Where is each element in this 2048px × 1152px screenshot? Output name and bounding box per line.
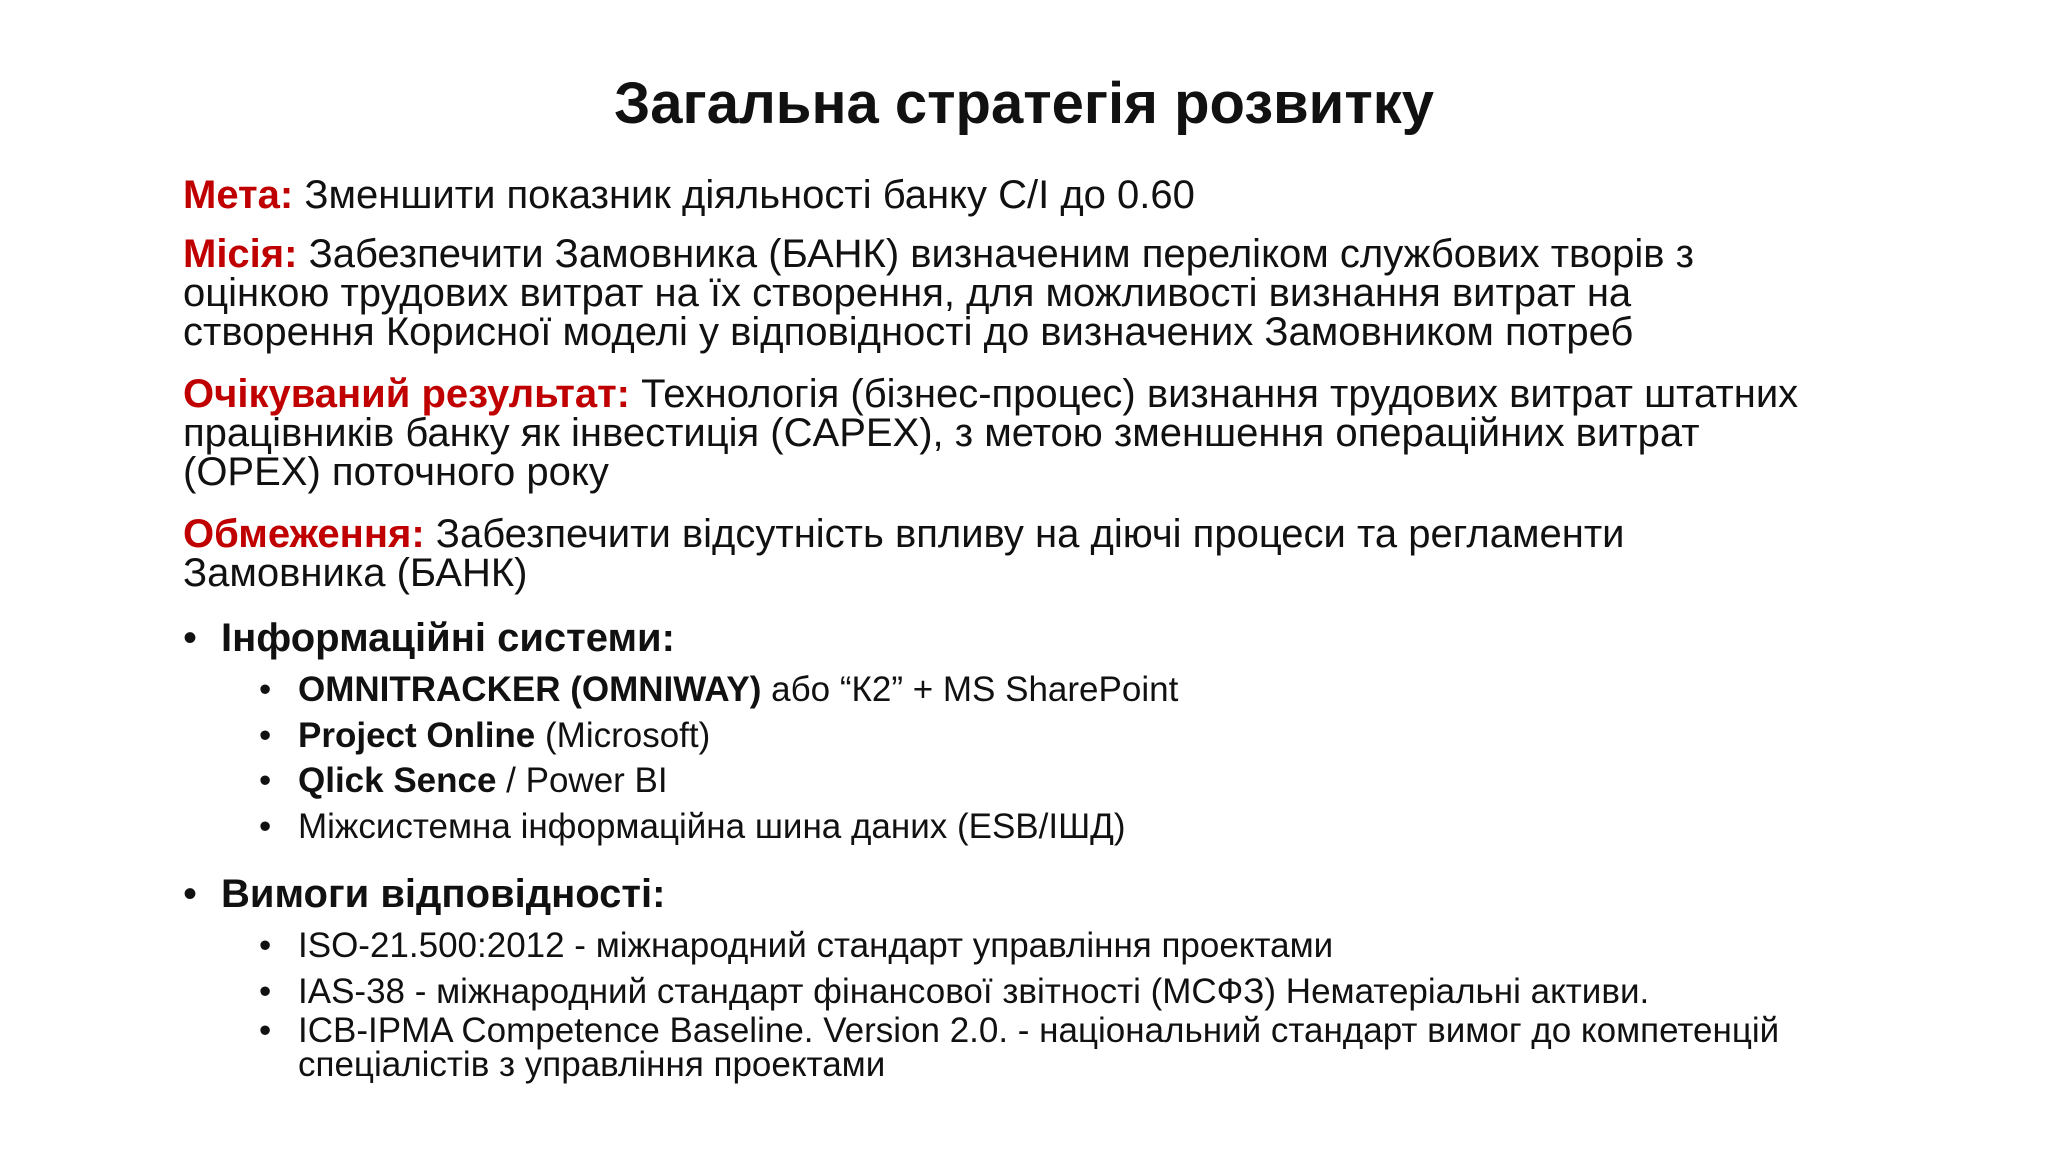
limits-line-2: Замовника (БАНК): [183, 551, 528, 595]
info-systems-heading: • Інформаційні системи:: [183, 615, 1903, 661]
list-item: [183, 923, 1903, 969]
list-item: [183, 969, 1903, 1015]
mission-text-1: Забезпечити Замовника (БАНК) визначеним переліком службових творів з: [297, 232, 1694, 276]
requirements-heading: • Вимоги відповідності:: [183, 871, 1903, 917]
result-line-3: (OPEX) поточного року: [183, 450, 609, 494]
mission-label: Місія:: [183, 232, 298, 276]
result-line-2: працівників банку як інвестиція (CAPEX), з метою зменшення операційних витрат: [183, 411, 1700, 455]
result-paragraph: [183, 372, 1903, 494]
limits-paragraph: [183, 512, 1903, 595]
requirements-list: [183, 923, 1903, 1082]
info-system-name: Qlick Sence: [298, 761, 497, 800]
mission-line-3: створення Корисної моделі у відповідності до визначених Замовником потреб: [183, 310, 1634, 354]
info-system-detail: або “К2” + MS SharePoint: [761, 670, 1179, 709]
goal-label: Мета:: [183, 173, 294, 217]
info-system-detail: Міжсистемна інформаційна шина даних (ESB/ІШД): [298, 806, 1126, 846]
mission-line-1: [183, 232, 1903, 276]
list-item: [183, 713, 1903, 759]
limits-line-1: [183, 512, 1903, 556]
requirement-text: IAS-38 - міжнародний стандарт фінансової звітності (МСФЗ) Нематеріальні активи.: [298, 971, 1650, 1011]
slide-content: [183, 170, 1903, 1082]
goal-text: Зменшити показник діяльності банку С/І до 0.60: [293, 173, 1195, 217]
info-system-detail: (Microsoft): [535, 715, 711, 755]
limits-label: Обмеження:: [183, 512, 425, 556]
info-system-name: OMNITRACKER (OMNIWAY): [298, 670, 762, 709]
limits-text-1: Забезпечити відсутність впливу на діючі процеси та регламенти: [424, 512, 1625, 556]
info-system-detail: / Power BI: [496, 761, 668, 800]
mission-paragraph: [183, 232, 1903, 354]
slide-title: Загальна стратегія розвитку: [613, 71, 1435, 136]
requirement-text-line-1: • ICB-IPMA Competence Baseline. Version 2.0. - національний стандарт вимог до компетенцій: [298, 1011, 1780, 1050]
result-label: Очікуваний результат:: [183, 372, 630, 416]
list-item: [183, 1011, 1903, 1084]
info-system-name: Project Online: [298, 715, 536, 755]
mission-line-2: оцінкою трудових витрат на їх створення, для можливості визнання витрат на: [183, 271, 1632, 315]
info-systems-list: [183, 667, 1903, 849]
list-item: [183, 667, 1903, 713]
result-text-1: Технологія (бізнес-процес) визнання трудових витрат штатних: [630, 372, 1799, 416]
goal-paragraph: [183, 173, 1903, 217]
list-item: [183, 804, 1903, 850]
requirement-text-line-2: спеціалістів з управління проектами: [298, 1045, 886, 1084]
list-item: [183, 758, 1903, 804]
requirement-text: ISO-21.500:2012 - міжнародний стандарт управління проектами: [298, 926, 1334, 965]
result-line-1: [183, 372, 1903, 416]
